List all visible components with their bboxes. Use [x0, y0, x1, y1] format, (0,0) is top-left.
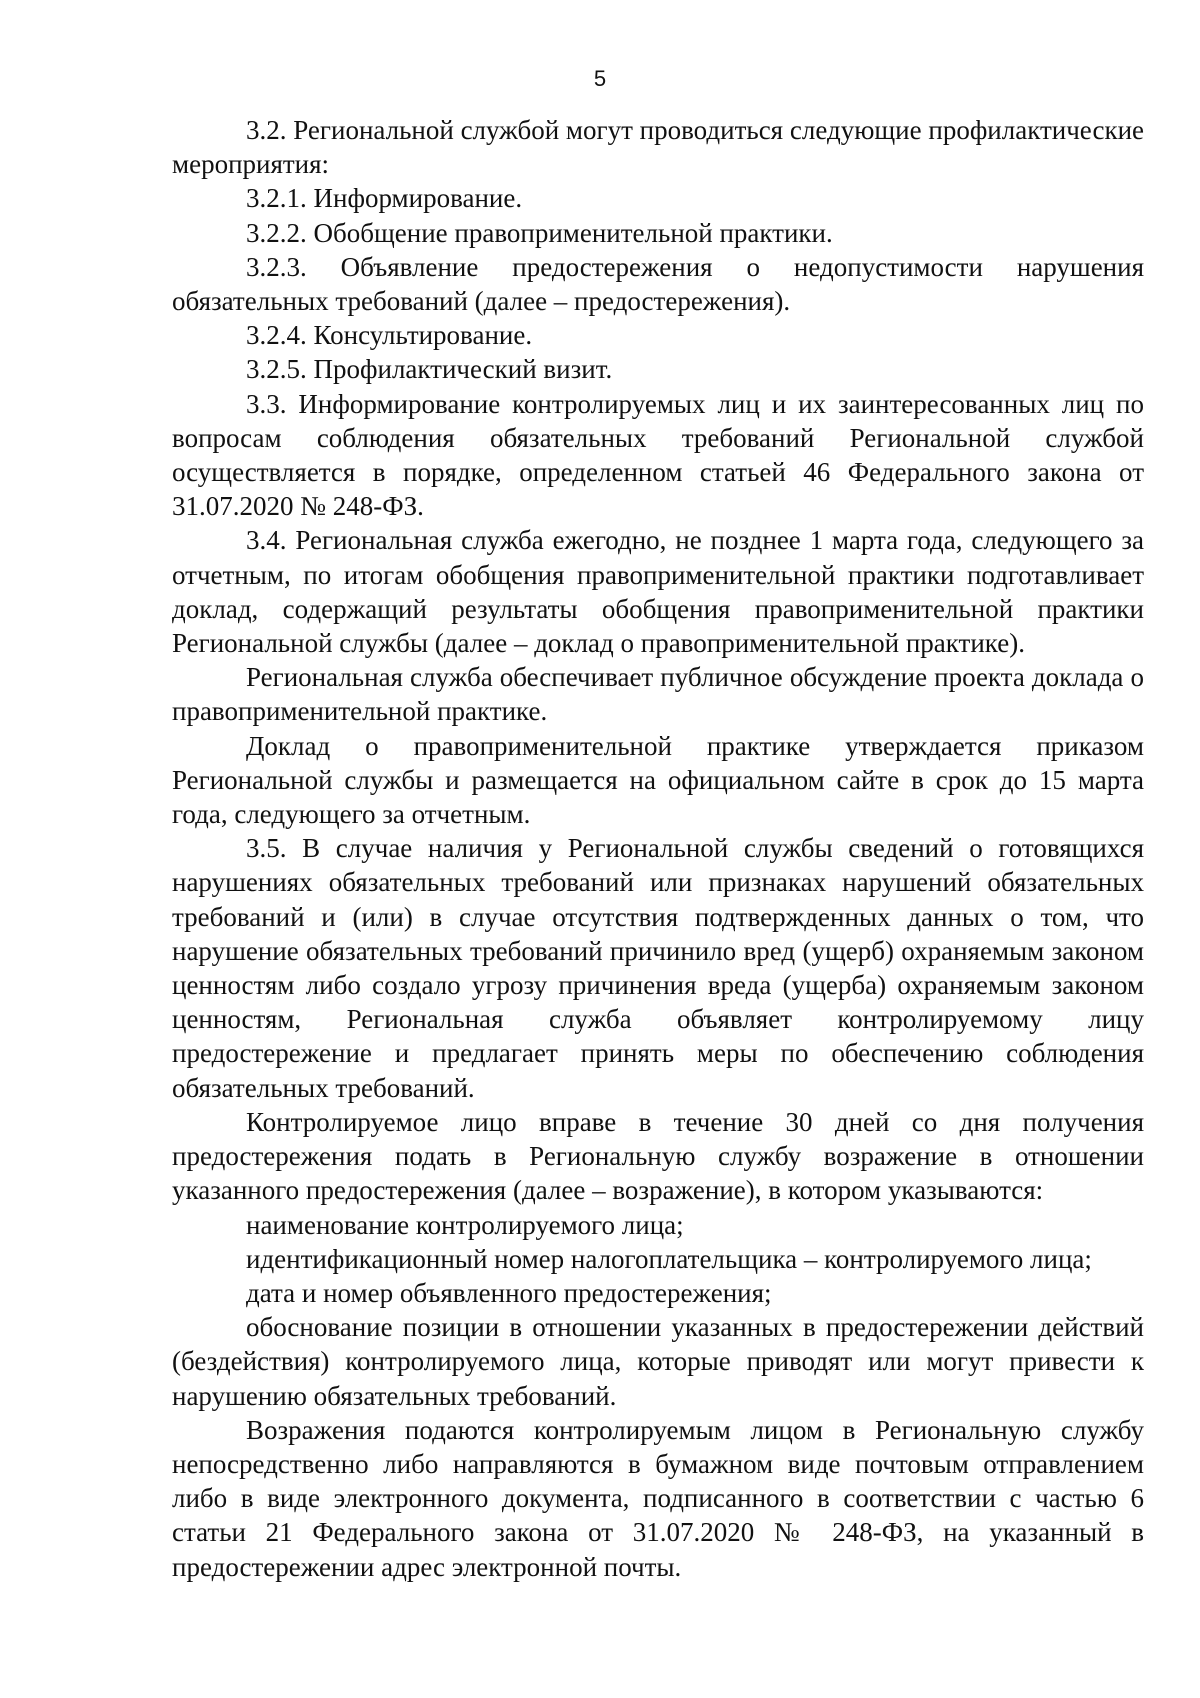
paragraph-3-3: 3.3. Информирование контролируемых лиц и их заинтересованных лиц по вопросам соблюдения обязательных требований Региональной службой осуществляется в порядке, определенном статьей 46 Федерального закона от 31.07.2020 № 248-ФЗ. — [172, 388, 1144, 522]
page-number: 5 — [593, 66, 607, 91]
paragraph-3-5: 3.5. В случае наличия у Региональной службы сведений о готовящихся нарушениях обязательных требований или признаках нарушений обязательных требований и (или) в случае отсутствия подтвержденных данных о том, что нарушение обязательных требований причинило вред (ущерб) охраняемым законом ценностям либо создало угрозу причинения вреда (ущерба) охраняемым законом ценностям, Региональная служба объявляет контролируемому лицу предостережение и предлагает принять меры по обеспечению соблюдения обязательных требований. — [172, 833, 1144, 1103]
paragraph-list-item-date-number: дата и номер объявленного предостережения; — [246, 1277, 772, 1308]
paragraph-3-2-2: 3.2.2. Обобщение правоприменительной практики. — [246, 217, 833, 248]
paragraph-objection-right: Контролируемое лицо вправе в течение 30 дней со дня получения предостережения подать в Региональную службу возражение в отношении указанного предостережения (далее – возражение), в котором указываются: — [172, 1106, 1144, 1206]
paragraph-list-item-inn: идентификационный номер налогоплательщика – контролируемого лица; — [246, 1243, 1092, 1274]
paragraph-3-4: 3.4. Региональная служба ежегодно, не позднее 1 марта года, следующего за отчетным, по итогам обобщения правоприменительной практики подготавливает доклад, содержащий результаты обобщения правоприменительной практики Региональной службы (далее – доклад о правоприменительной практике). — [172, 525, 1144, 659]
paragraph-3-2-1: 3.2.1. Информирование. — [246, 183, 523, 214]
document-body — [172, 113, 1144, 1584]
paragraph-3-2-3: 3.2.3. Объявление предостережения о недопустимости нарушения обязательных требований (далее – предостережения). — [172, 251, 1144, 317]
paragraph-list-item-justification: обоснование позиции в отношении указанных в предостережении действий (бездействия) контролируемого лица, которые приводят или могут привести к нарушению обязательных требований. — [172, 1312, 1144, 1411]
paragraph-3-2-4: 3.2.4. Консультирование. — [246, 320, 533, 351]
paragraph-3-2-5: 3.2.5. Профилактический визит. — [246, 354, 613, 385]
paragraph-objection-submission: Возражения подаются контролируемым лицом в Региональную службу непосредственно либо направляются в бумажном виде почтовым отправлением либо в виде электронного документа, подписанного в соответствии с частью 6 статьи 21 Федерального закона от 31.07.2020 № 248-ФЗ, на указанный в предостережении адрес электронной почты. — [172, 1414, 1144, 1582]
paragraph-list-item-name: наименование контролируемого лица; — [246, 1209, 684, 1240]
paragraph-3-2: 3.2. Региональной службой могут проводиться следующие профилактические мероприятия: — [172, 115, 1144, 180]
paragraph-public-discussion: Региональная служба обеспечивает публичное обсуждение проекта доклада о правоприменительной практике. — [172, 662, 1144, 727]
paragraph-report-approval: Доклад о правоприменительной практике утверждается приказом Региональной службы и размещается на официальном сайте в срок до 15 марта года, следующего за отчетным. — [172, 730, 1144, 830]
